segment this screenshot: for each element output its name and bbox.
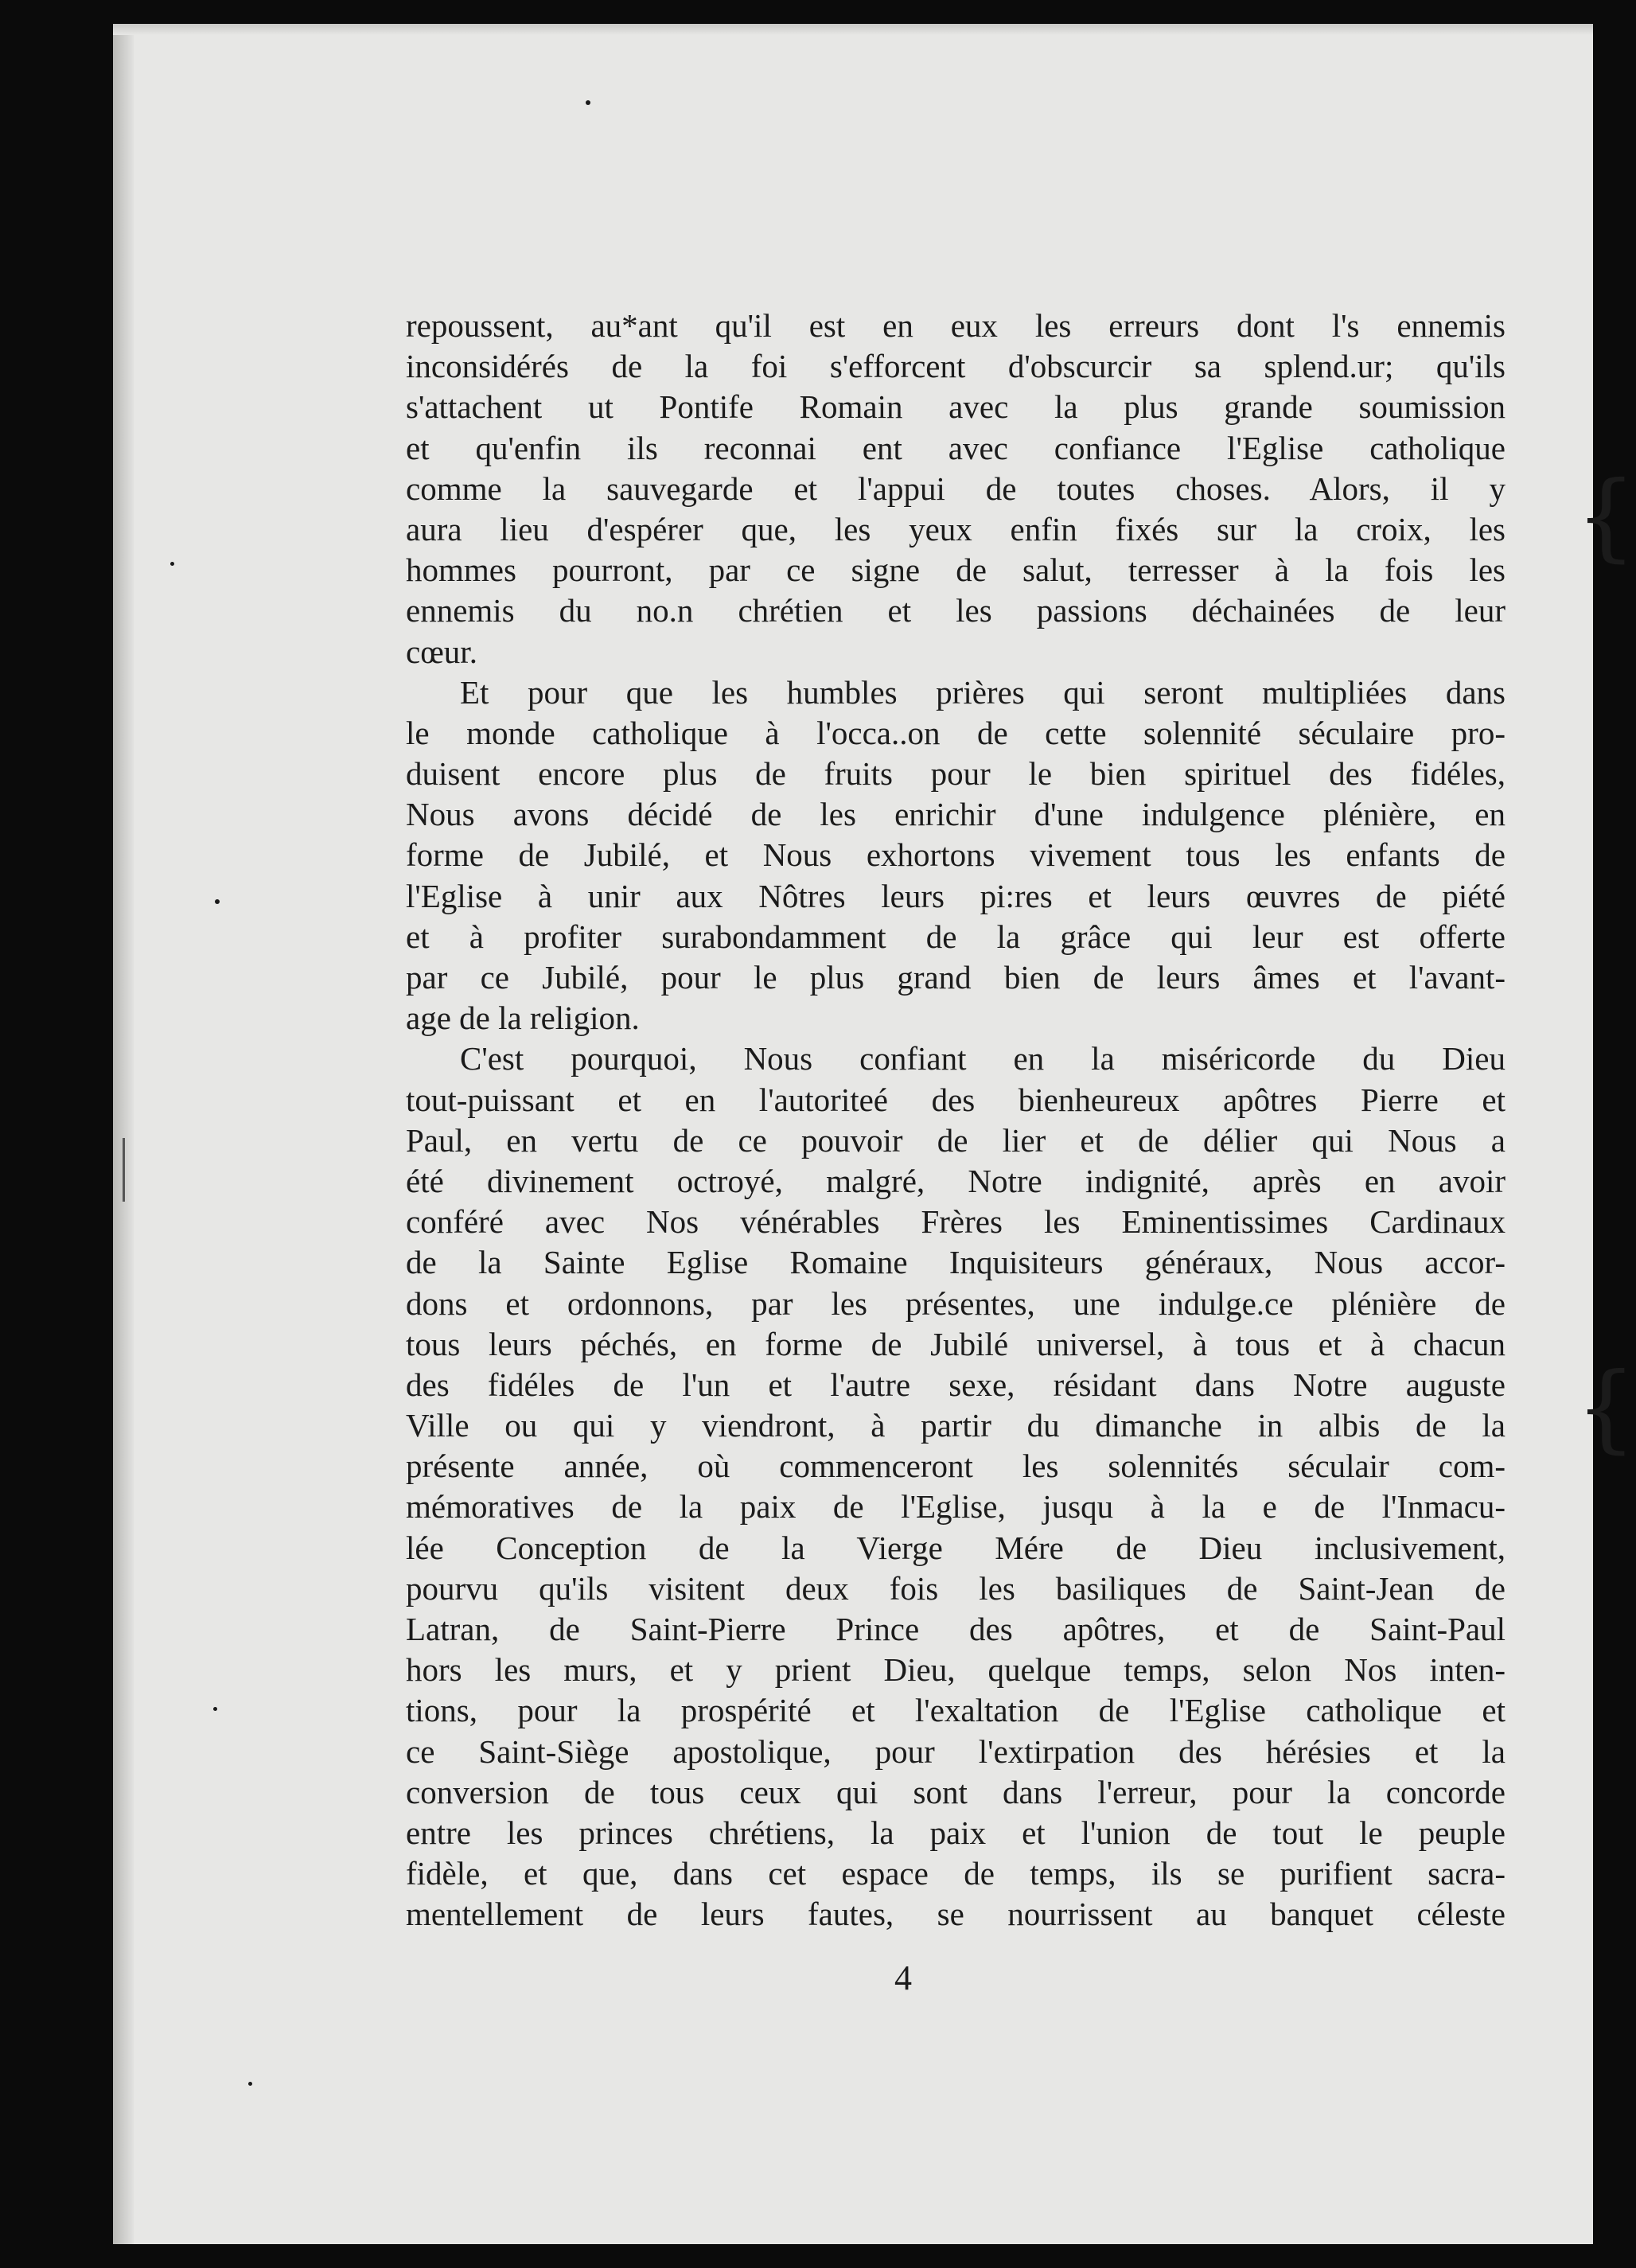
text-line: cœur. [406,633,477,670]
text-line: Ville ou qui y viendront, à partir du dimanche in albis de la [406,1407,1506,1444]
text-line: hors les murs, et y prient Dieu, quelque temps, selon Nos inten- [406,1651,1506,1689]
text-line: entre les princes chrétiens, la paix et l'union de tout le peuple [406,1814,1506,1851]
text-line: comme la sauvegarde et l'appui de toutes choses. Alors, il y [406,470,1506,507]
text-line: été divinement octroyé, malgré, Notre indignité, après en avoir [406,1162,1506,1199]
text-line: age de la religion. [406,1000,640,1037]
text-line: hommes pourront, par ce signe de salut, terresser à la fois les [406,551,1506,589]
body-text [406,306,1506,1935]
text-line: aura lieu d'espérer que, les yeux enfin fixés sur la croix, les [406,510,1506,548]
text-line: ce Saint-Siège apostolique, pour l'extirpation des hérésies et la [406,1732,1506,1770]
page-number: 4 [894,1958,912,1997]
scan-speck [248,2082,252,2086]
paragraph-2 [406,672,1506,1039]
text-line: mémoratives de la paix de l'Eglise, jusqu à la e de l'Inmacu- [406,1488,1506,1526]
scan-speck [586,100,590,105]
paragraph-1 [406,306,1506,672]
text-line: le monde catholique à l'occa..on de cette solennité séculaire pro- [406,714,1506,751]
scan-speck [170,562,174,566]
text-line: conversion de tous ceux qui sont dans l'erreur, pour la concorde [406,1773,1506,1810]
text-line: présente année, où commenceront les solennités séculair com- [406,1448,1506,1485]
text-line: tout-puissant et en l'autoriteé des bienheureux apôtres Pierre et [406,1081,1506,1118]
scanned-page [113,24,1636,2244]
margin-brace-mark: { [1576,1353,1636,1463]
scan-speck [213,1707,217,1711]
text-line: Nous avons décidé de les enrichir d'une indulgence plénière, en [406,796,1506,833]
text-line: tions, pour la prospérité et l'exaltation de l'Eglise catholique et [406,1692,1506,1729]
text-line: Paul, en vertu de ce pouvoir de lier et de délier qui Nous a [406,1121,1506,1159]
text-line: des fidéles de l'un et l'autre sexe, résidant dans Notre auguste [406,1366,1506,1403]
text-line: Latran, de Saint-Pierre Prince des apôtres, et de Saint-Paul [406,1611,1506,1647]
text-line: pourvu qu'ils visitent deux fois les basiliques de Saint-Jean de [406,1569,1506,1607]
text-line: lée Conception de la Vierge Mére de Dieu inclusivement, [406,1529,1506,1566]
text-line: et à profiter surabondamment de la grâce qui leur est offerte [406,918,1506,955]
text-line: C'est pourquoi, Nous confiant en la miséricorde du Dieu [460,1040,1506,1077]
text-line: l'Eglise à unir aux Nôtres leurs pi:res et leurs œuvres de piété [406,877,1506,914]
text-line: repoussent, au*ant qu'il est en eux les erreurs dont l's ennemis [406,307,1506,344]
text-line: par ce Jubilé, pour le plus grand bien de leurs âmes et l'avant- [406,959,1506,996]
text-line: s'attachent ut Pontife Romain avec la plus grande soumission [406,388,1506,426]
text-line: et qu'enfin ils reconnai ent avec confiance l'Eglise catholique [406,429,1506,466]
text-line: inconsidérés de la foi s'efforcent d'obscurcir sa splend.ur; qu'ils [406,348,1506,385]
text-line: de la Sainte Eglise Romaine Inquisiteurs généraux, Nous accor- [406,1244,1506,1281]
text-line: dons et ordonnons, par les présentes, une indulge.ce plénière de [406,1284,1506,1322]
text-line: ennemis du no.n chrétien et les passions déchainées de leur [406,592,1506,629]
paragraph-3 [406,1039,1506,1935]
text-line: tous leurs péchés, en forme de Jubilé universel, à tous et à chacun [406,1325,1506,1362]
text-line: conféré avec Nos vénérables Frères les Eminentissimes Cardinaux [406,1203,1506,1241]
margin-brace-mark: { [1576,462,1636,572]
text-line: mentellement de leurs fautes, se nourrissent au banquet céleste [406,1896,1506,1933]
page-edge-mark [123,1138,125,1202]
text-line: duisent encore plus de fruits pour le bien spirituel des fidéles, [406,755,1506,793]
text-line: fidèle, et que, dans cet espace de temps, ils se purifient sacra- [406,1855,1506,1892]
text-line: forme de Jubilé, et Nous exhortons vivement tous les enfants de [406,836,1506,874]
scan-speck [215,899,220,904]
text-line: Et pour que les humbles prières qui seront multipliées dans [460,673,1506,711]
